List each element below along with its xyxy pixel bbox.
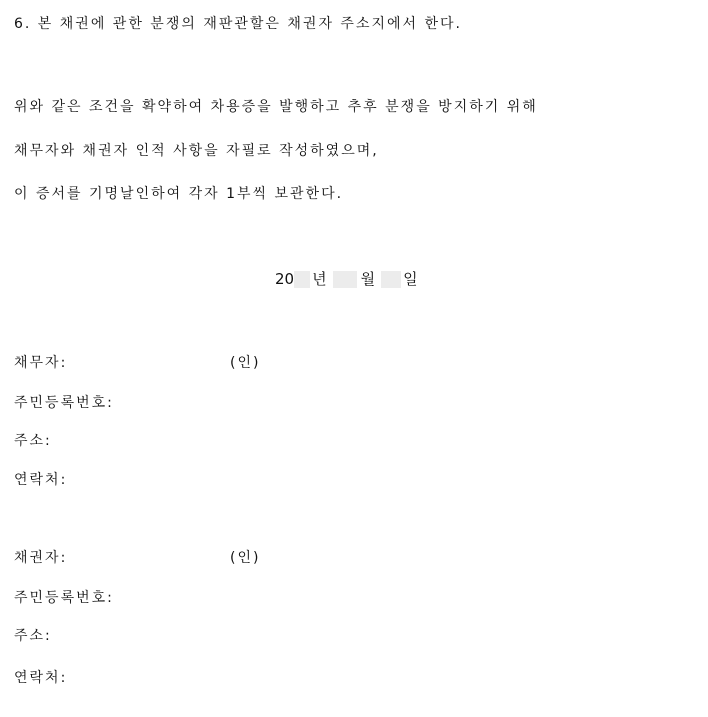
debtor-seal: (인) <box>230 355 261 371</box>
date-year-blank <box>294 271 310 288</box>
date-day-blank <box>381 271 401 288</box>
date-year-prefix: 20 <box>275 270 295 288</box>
debtor-id-label: 주민등록번호: <box>14 395 114 411</box>
paragraph-line-1: 위와 같은 조건을 확약하여 차용증을 발행하고 추후 분쟁을 방지하기 위해 <box>14 99 538 115</box>
debtor-address-label: 주소: <box>14 433 52 449</box>
date-year-unit: 년 <box>312 270 327 288</box>
date-day-unit: 일 <box>403 270 418 288</box>
date-month-blank <box>333 271 357 288</box>
date-month-unit: 월 <box>360 270 376 288</box>
paragraph-line-2: 채무자와 채권자 인적 사항을 자필로 작성하였으며, <box>14 143 379 159</box>
debtor-contact-label: 연락처: <box>14 472 68 488</box>
creditor-address-label: 주소: <box>14 628 52 644</box>
debtor-name-label: 채무자: <box>14 355 68 371</box>
creditor-name-label: 채권자: <box>14 550 68 566</box>
creditor-seal: (인) <box>230 550 261 566</box>
creditor-contact-label: 연락처: <box>14 670 68 686</box>
issue-date <box>275 270 418 288</box>
clause-6: 6. 본 채권에 관한 분쟁의 재판관할은 채권자 주소지에서 한다. <box>14 16 462 32</box>
creditor-id-label: 주민등록번호: <box>14 590 114 606</box>
paragraph-line-3: 이 증서를 기명날인하여 각자 1부씩 보관한다. <box>14 186 344 202</box>
